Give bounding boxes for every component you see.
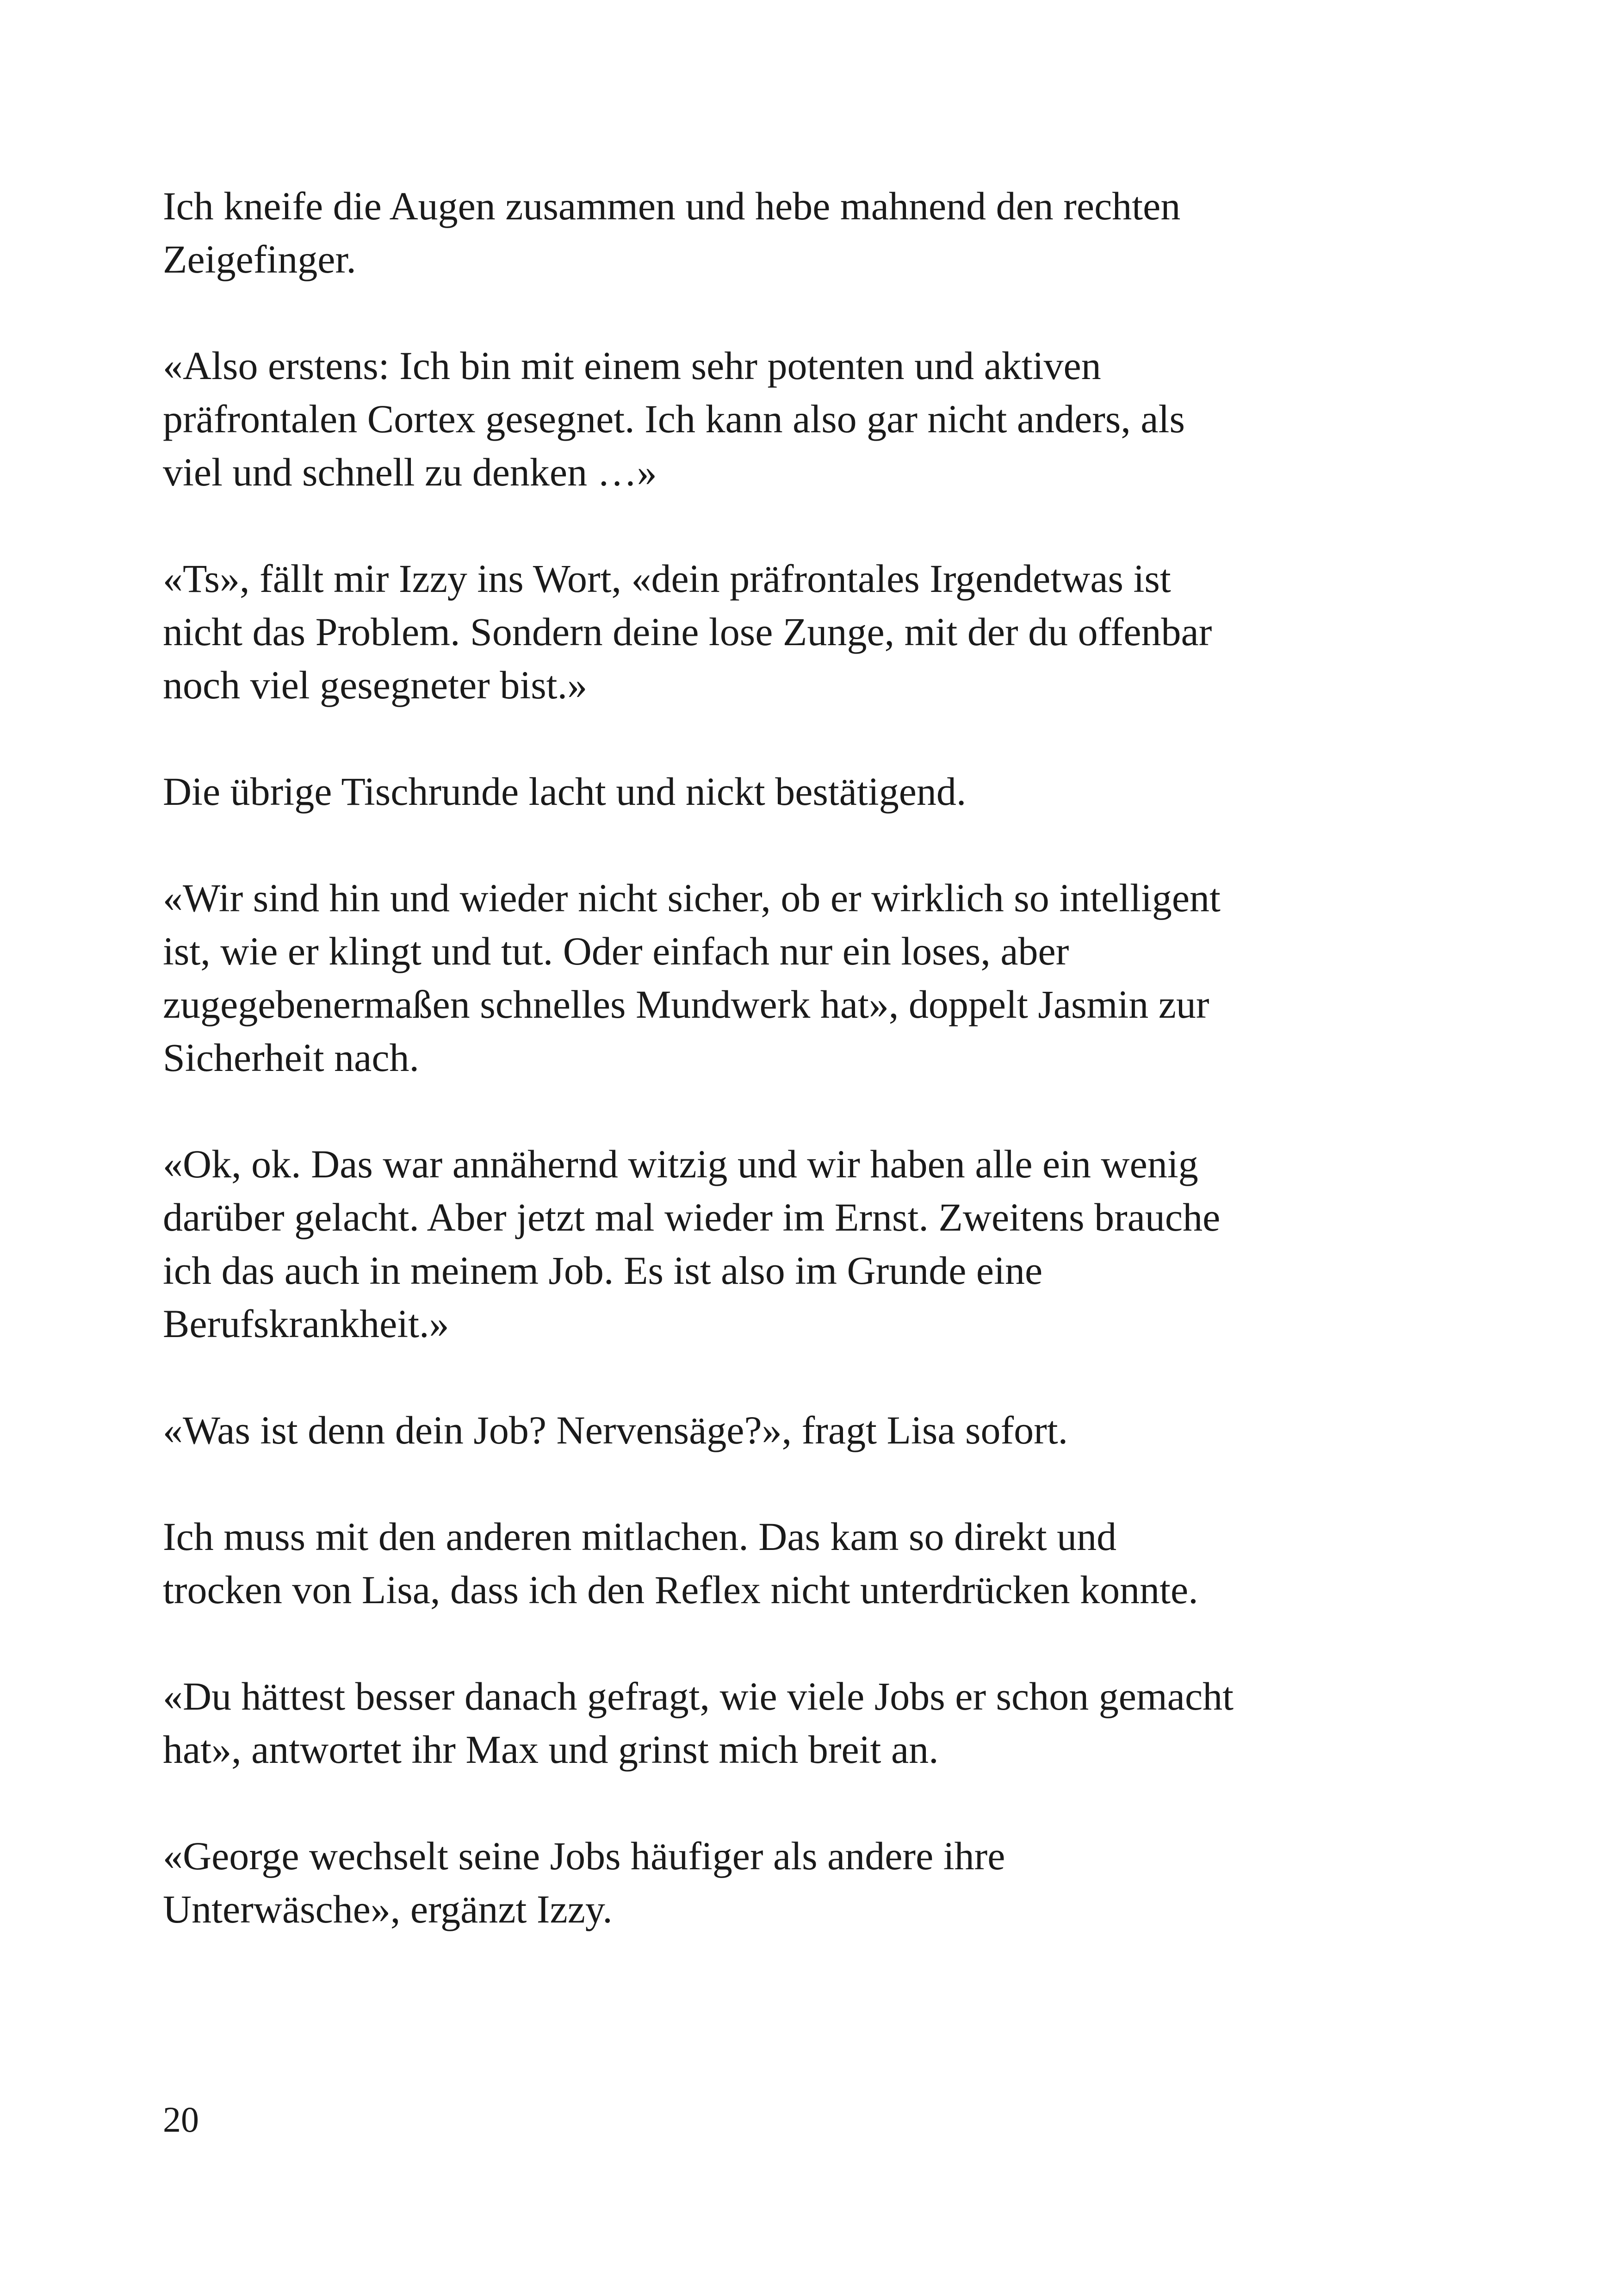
paragraph: Die übrige Tischrunde lacht und nickt bestätigend.: [163, 769, 967, 814]
paragraph: Ich kneife die Augen zusammen und hebe mahnend den rechten Zeigefinger.: [163, 184, 1181, 281]
page-number: 20: [163, 2099, 199, 2140]
paragraph: Ich muss mit den anderen mitlachen. Das kam so direkt und trocken von Lisa, dass ich den Reflex nicht unterdrücken konnte.: [163, 1514, 1198, 1612]
paragraph: «George wechselt seine Jobs häufiger als andere ihre Unterwäsche», ergänzt Izzy.: [163, 1834, 1005, 1931]
paragraph: «Wir sind hin und wieder nicht sicher, ob er wirklich so intelligent ist, wie er klingt und tut. Oder einfach nur ein loses, aber zugegebenermaßen schnelles Mundwerk hat», doppelt Jasmin zur Sicherheit nach.: [163, 876, 1221, 1080]
paragraph: «Was ist denn dein Job? Nervensäge?», fragt Lisa sofort.: [163, 1408, 1068, 1452]
paragraph: «Ok, ok. Das war annähernd witzig und wir haben alle ein wenig darüber gelacht. Aber jetzt mal wieder im Ernst. Zweitens brauche ich das auch in meinem Job. Es ist also im Grunde eine Berufskrankheit.»: [163, 1142, 1221, 1346]
paragraph: «Also erstens: Ich bin mit einem sehr potenten und aktiven präfrontalen Cortex gesegnet. Ich kann also gar nicht anders, als viel und schnell zu denken …»: [163, 343, 1185, 494]
body-text: [163, 180, 1458, 1989]
paragraph: «Ts», fällt mir Izzy ins Wort, «dein präfrontales Irgendetwas ist nicht das Problem. Sondern deine lose Zunge, mit der du offenbar noch viel gesegneter bist.»: [163, 556, 1212, 707]
paragraph: «Du hättest besser danach gefragt, wie viele Jobs er schon gemacht hat», antwortet ihr Max und grinst mich breit an.: [163, 1674, 1234, 1772]
